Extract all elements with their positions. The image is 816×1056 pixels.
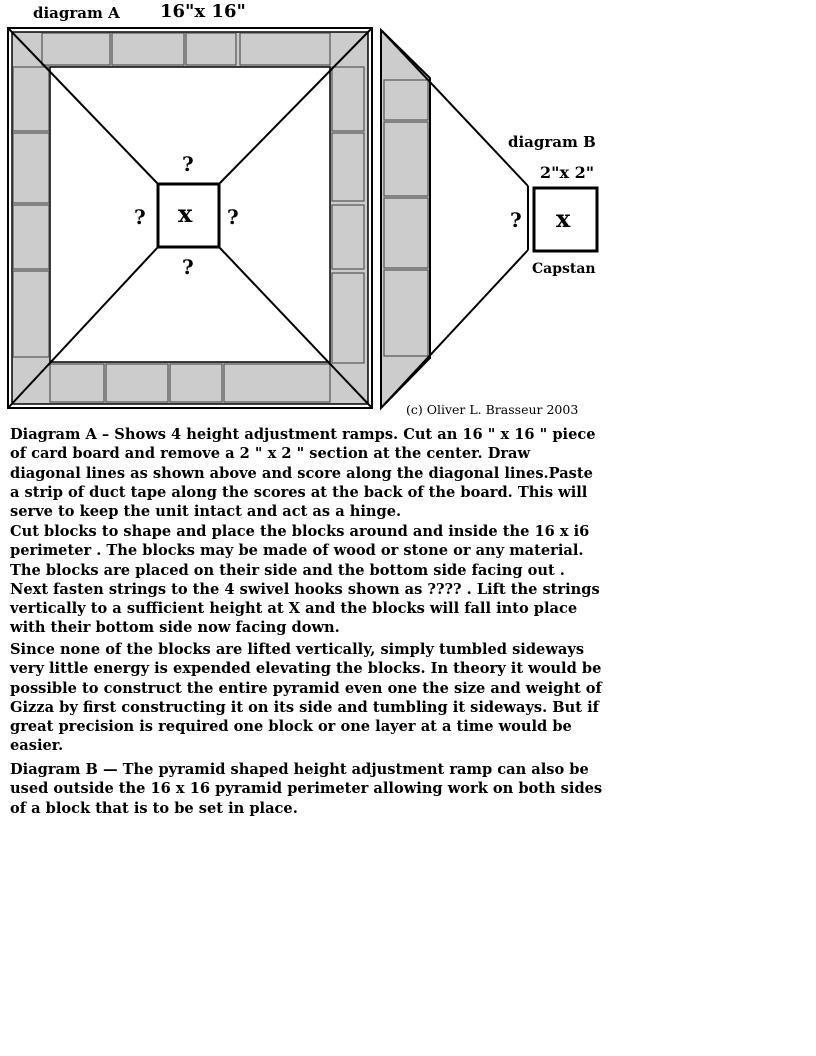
text-line: perimeter . The blocks may be made of wood or stone or any material. xyxy=(10,542,584,560)
block xyxy=(332,67,364,131)
center-x-mark: x xyxy=(178,199,193,228)
text-line: The blocks are placed on their side and the bottom side facing out . xyxy=(10,561,565,579)
text-line: Gizza by first constructing it on its side and tumbling it sideways. But if xyxy=(10,698,599,716)
diagram-a-dimensions: 16"x 16" xyxy=(160,1,246,22)
text-line: great precision is required one block or one layer at a time would be xyxy=(10,718,572,736)
hook-mark-b: ? xyxy=(510,208,522,232)
paragraph-3 xyxy=(10,640,620,756)
text-line: serve to keep the unit intact and act as a hinge. xyxy=(10,503,402,521)
right-blocks xyxy=(332,67,364,363)
block xyxy=(384,122,428,196)
text-line: very little energy is expended elevating the blocks. In theory it would be xyxy=(10,660,602,678)
diagram-a-label: diagram A xyxy=(33,4,120,22)
block xyxy=(332,205,364,269)
diagram-b-label: diagram B xyxy=(508,133,596,151)
block xyxy=(224,364,330,402)
block xyxy=(112,33,184,65)
text-line: used outside the 16 x 16 pyramid perimeter allowing work on both sides xyxy=(10,780,603,798)
block xyxy=(13,205,49,269)
bottom-blocks xyxy=(50,364,330,402)
block xyxy=(50,364,104,402)
diagram-b-dimensions: 2"x 2" xyxy=(540,163,595,182)
copyright-notice: (c) Oliver L. Brasseur 2003 xyxy=(406,402,579,417)
diagram-drawing xyxy=(0,0,816,430)
text-line: Diagram B — The pyramid shaped height adjustment ramp can also be xyxy=(10,761,589,778)
paragraph-4 xyxy=(10,760,620,818)
block xyxy=(106,364,168,402)
top-blocks xyxy=(42,33,330,65)
text-line: Diagram A – Shows 4 height adjustment ramps. Cut an 16 " x 16 " piece xyxy=(10,426,596,443)
hook-mark-bottom: ? xyxy=(182,255,194,279)
block xyxy=(384,80,428,120)
hook-mark-top: ? xyxy=(182,152,194,176)
block xyxy=(13,133,49,203)
left-blocks xyxy=(13,67,49,357)
hook-mark-right: ? xyxy=(227,205,239,229)
block xyxy=(332,133,364,201)
text-line: of card board and remove a 2 " x 2 " section at the center. Draw xyxy=(10,445,531,463)
text-line: vertically to a sufficient height at X and the blocks will fall into place xyxy=(10,600,578,618)
block xyxy=(384,270,428,356)
block xyxy=(170,364,222,402)
text-line: Since none of the blocks are lifted vertically, simply tumbled sideways xyxy=(10,641,585,658)
block xyxy=(240,33,330,65)
block xyxy=(384,198,428,268)
block xyxy=(13,271,49,357)
text-line: Next fasten strings to the 4 swivel hooks shown as ???? . Lift the strings xyxy=(10,580,600,598)
block xyxy=(186,33,236,65)
block xyxy=(332,273,364,363)
block xyxy=(13,67,49,131)
text-line: with their bottom side now facing down. xyxy=(10,619,340,637)
text-line: easier. xyxy=(10,737,64,755)
text-line: a strip of duct tape along the scores at the back of the board. This will xyxy=(10,483,588,501)
paragraph-2 xyxy=(10,522,620,638)
text-line: possible to construct the entire pyramid even one the size and weight of xyxy=(10,679,602,697)
text-line: Cut blocks to shape and place the blocks around and inside the 16 x i6 xyxy=(10,523,590,540)
capstan-label: Capstan xyxy=(532,261,596,277)
hook-mark-left: ? xyxy=(134,205,146,229)
paragraph-1 xyxy=(10,425,620,521)
block xyxy=(42,33,110,65)
text-line: of a block that is to be set in place. xyxy=(10,799,298,817)
capstan-x-mark: x xyxy=(556,204,571,233)
text-line: diagonal lines as shown above and score along the diagonal lines.Paste xyxy=(10,464,593,482)
